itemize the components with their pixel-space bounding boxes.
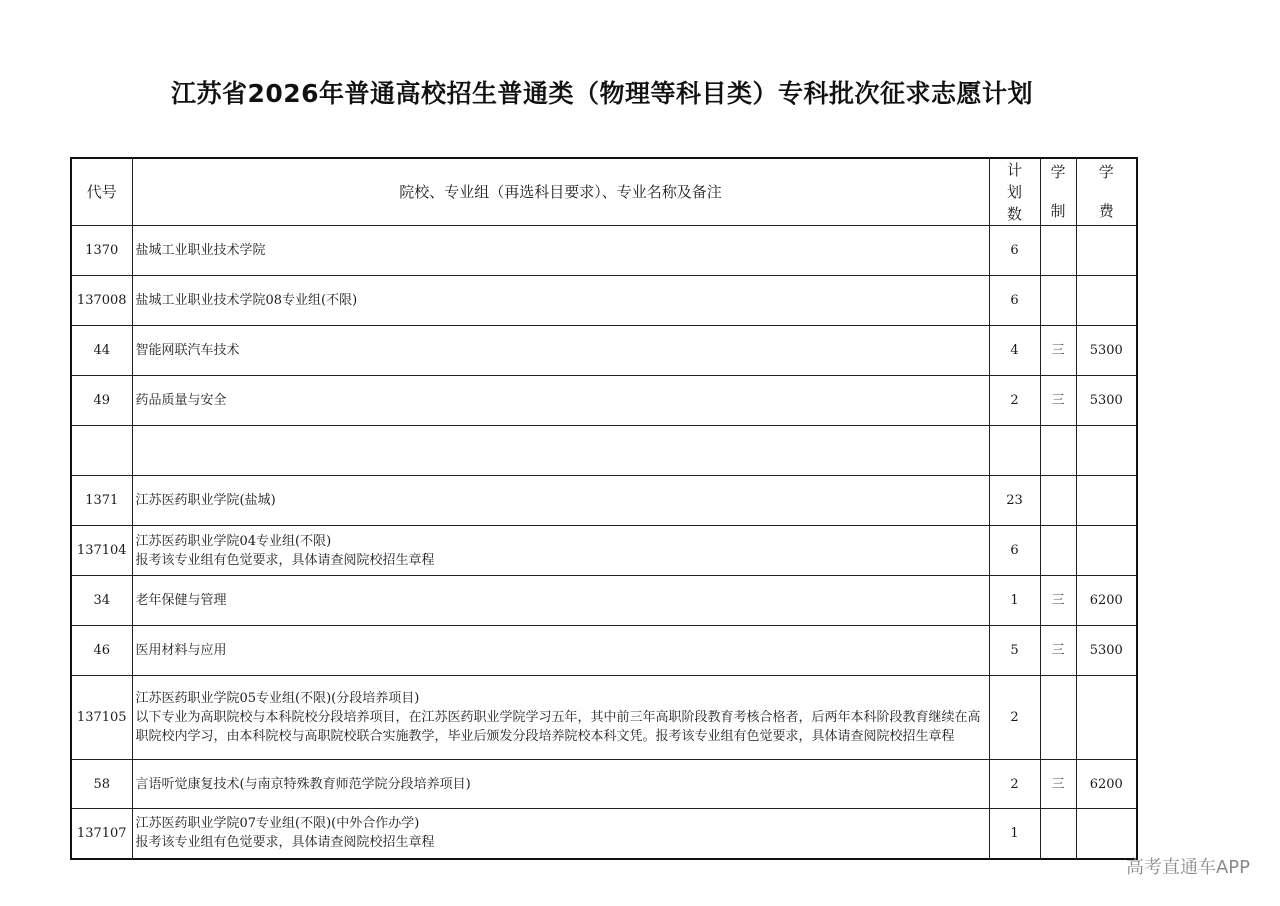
- row-fee: [1076, 226, 1137, 276]
- row-name: [132, 576, 989, 626]
- row-plan: 2: [989, 376, 1040, 426]
- row-name-text: 盐城工业职业技术学院08专业组(不限): [135, 293, 358, 308]
- row-note-text: 报考该专业组有色觉要求，具体请查阅院校招生章程: [135, 552, 435, 568]
- row-code: 34: [71, 576, 132, 626]
- header-plan-char-1: 计: [1006, 161, 1022, 179]
- row-name-text: 江苏医药职业学院07专业组(不限)(中外合作办学): [135, 816, 420, 832]
- row-fee: 6200: [1076, 576, 1137, 626]
- row-code: 49: [71, 376, 132, 426]
- row-fee: [1076, 276, 1137, 326]
- row-name: [132, 676, 989, 760]
- row-name-text: 江苏医药职业学院04专业组(不限): [135, 533, 332, 549]
- row-code: 137104: [71, 526, 132, 576]
- row-plan: 2: [989, 676, 1040, 760]
- row-fee: 6200: [1076, 760, 1137, 809]
- page-title: 江苏省2026年普通高校招生普通类（物理等科目类）专科批次征求志愿计划: [170, 79, 1034, 108]
- header-plan-char-3: 数: [1006, 205, 1022, 223]
- header-years: [1040, 158, 1076, 226]
- row-code: 44: [71, 326, 132, 376]
- row-plan: 6: [989, 526, 1040, 576]
- row-name: [132, 760, 989, 809]
- header-fee: [1076, 158, 1137, 226]
- table-row: [71, 376, 1137, 426]
- row-plan: 6: [989, 276, 1040, 326]
- table-row: [71, 576, 1137, 626]
- table-row-empty: [71, 426, 1137, 476]
- row-code: 1370: [71, 226, 132, 276]
- plan-table: [70, 157, 1138, 860]
- row-note-text: 报考该专业组有色觉要求，具体请查阅院校招生章程: [135, 835, 435, 851]
- row-name: [132, 376, 989, 426]
- row-note-text: 以下专业为高职院校与本科院校分段培养项目，在江苏医药职业学院学习五年，其中前三年高职阶段教育考核合格者，后两年本科阶段教育继续在高职院校内学习，由本科院校与高职院校联合实施教学，毕业后颁发分段培养院校本科文凭。报考该专业组有色觉要求，具体请查阅院校招生章程: [135, 710, 981, 744]
- row-name: [132, 226, 989, 276]
- row-name-text: 江苏医药职业学院05专业组(不限)(分段培养项目): [135, 691, 420, 706]
- row-fee: 5300: [1076, 376, 1137, 426]
- row-plan: 1: [989, 576, 1040, 626]
- row-name-text: 药品质量与安全: [135, 393, 227, 408]
- table-row: [71, 809, 1137, 859]
- table-row: [71, 760, 1137, 809]
- row-years: 三: [1040, 626, 1076, 676]
- table-row: [71, 226, 1137, 276]
- row-name: [132, 626, 989, 676]
- row-name-text: 老年保健与管理: [135, 593, 227, 608]
- row-code: 46: [71, 626, 132, 676]
- table-row: [71, 676, 1137, 760]
- header-years-char-1: 学: [1050, 163, 1066, 181]
- row-name-text: 言语听觉康复技术(与南京特殊教育师范学院分段培养项目): [135, 776, 471, 792]
- row-years: [1040, 809, 1076, 859]
- row-plan: 23: [989, 476, 1040, 526]
- header-plan-char-2: 划: [1006, 183, 1022, 201]
- row-code: 58: [71, 760, 132, 809]
- row-fee: 5300: [1076, 626, 1137, 676]
- row-code: [71, 426, 132, 476]
- header-years-char-2: 制: [1050, 202, 1066, 220]
- row-name-text: 智能网联汽车技术: [135, 343, 240, 358]
- row-plan: 1: [989, 809, 1040, 859]
- row-years: [1040, 276, 1076, 326]
- row-fee: [1076, 476, 1137, 526]
- row-plan: 2: [989, 760, 1040, 809]
- row-plan: [989, 426, 1040, 476]
- row-name-text: 江苏医药职业学院(盐城): [135, 493, 276, 508]
- header-plan: [989, 158, 1040, 226]
- row-fee: [1076, 526, 1137, 576]
- row-code: 137008: [71, 276, 132, 326]
- row-years: 三: [1040, 326, 1076, 376]
- row-years: 三: [1040, 760, 1076, 809]
- row-name: [132, 476, 989, 526]
- watermark: 高考直通车APP: [1125, 857, 1250, 878]
- row-name-text: 盐城工业职业技术学院: [135, 243, 266, 258]
- row-years: [1040, 426, 1076, 476]
- table-row: [71, 526, 1137, 576]
- table-header-row: [71, 158, 1137, 226]
- table-row: [71, 276, 1137, 326]
- row-plan: 4: [989, 326, 1040, 376]
- row-name: [132, 526, 989, 576]
- row-name: [132, 809, 989, 859]
- header-fee-char-2: 费: [1098, 202, 1114, 220]
- row-fee: [1076, 676, 1137, 760]
- row-years: [1040, 526, 1076, 576]
- header-fee-char-1: 学: [1098, 163, 1114, 181]
- row-name: [132, 326, 989, 376]
- table-row: [71, 476, 1137, 526]
- row-plan: 5: [989, 626, 1040, 676]
- table-row: [71, 326, 1137, 376]
- row-years: [1040, 476, 1076, 526]
- row-fee: 5300: [1076, 326, 1137, 376]
- row-years: [1040, 676, 1076, 760]
- row-fee: [1076, 426, 1137, 476]
- header-code: 代号: [71, 158, 132, 226]
- row-years: [1040, 226, 1076, 276]
- row-years: 三: [1040, 376, 1076, 426]
- row-plan: 6: [989, 226, 1040, 276]
- row-name: [132, 276, 989, 326]
- table-row: [71, 626, 1137, 676]
- row-years: 三: [1040, 576, 1076, 626]
- row-name-text: 医用材料与应用: [135, 643, 227, 658]
- row-code: 137107: [71, 809, 132, 859]
- row-fee: [1076, 809, 1137, 859]
- row-name: [132, 426, 989, 476]
- row-code: 137105: [71, 676, 132, 760]
- row-code: 1371: [71, 476, 132, 526]
- header-name: 院校、专业组（再选科目要求）、专业名称及备注: [132, 158, 989, 226]
